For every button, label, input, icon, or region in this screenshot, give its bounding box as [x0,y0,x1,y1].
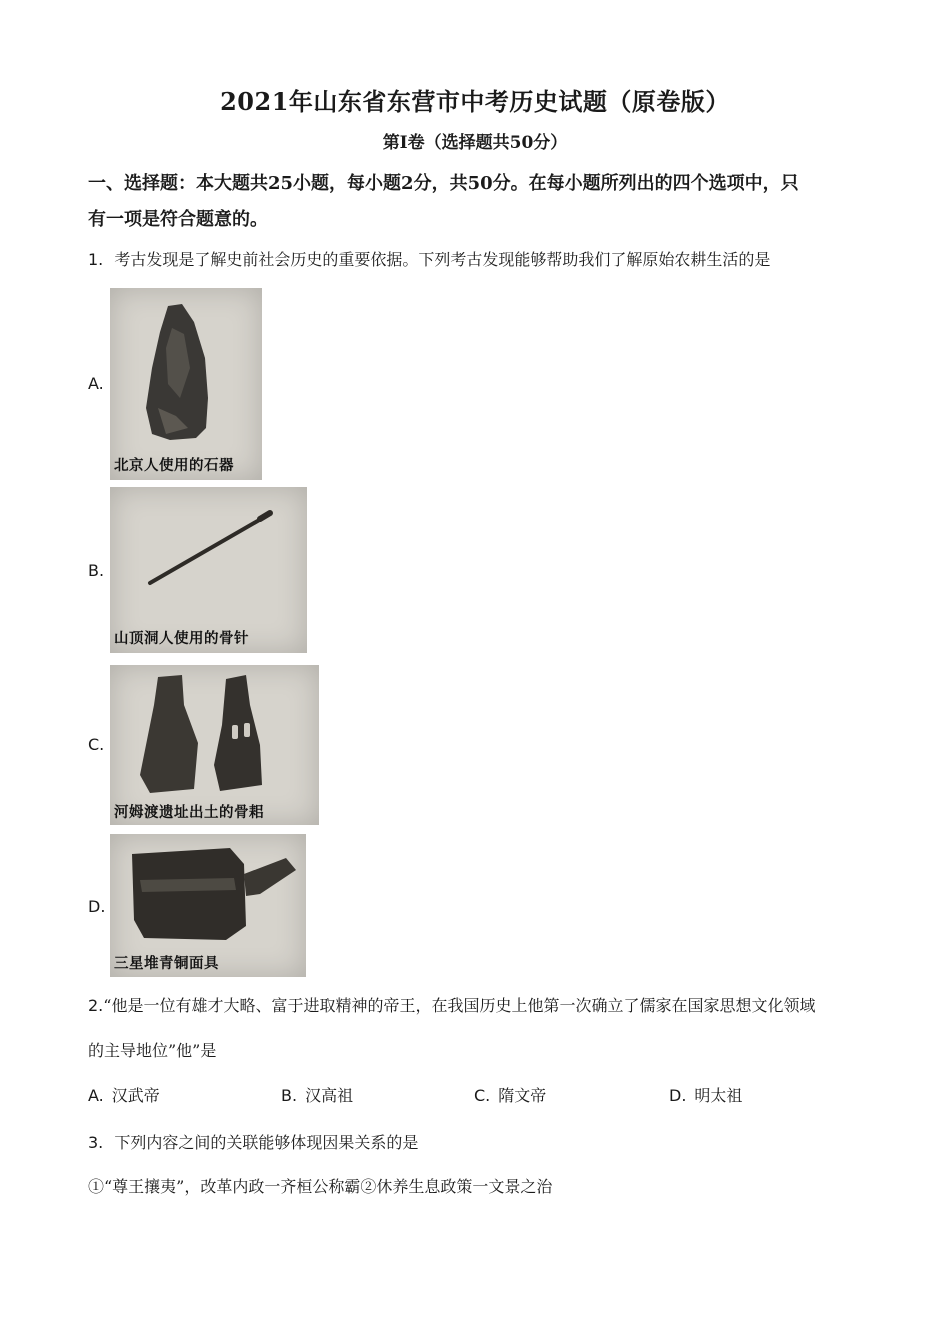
section-line-2: 有一项是符合题意的。 [88,209,268,230]
question-1 [88,249,888,271]
question-1-number: 1. [88,250,104,269]
page-title: 2021年山东省东营市中考历史试题（原卷版） [220,87,730,116]
choice-c-text: 隋文帝 [498,1086,547,1105]
question-3-text: 下列内容之间的关联能够体现因果关系的是 [114,1133,419,1152]
option-b-image [110,487,307,653]
option-a-image [110,288,262,480]
question-1-text: 考古发现是了解史前社会历史的重要依据。下列考古发现能够帮助我们了解原始农耕生活的是 [114,250,771,269]
question-2 [88,995,888,1017]
stone-tool-icon [110,288,262,480]
question-2-number: 2. [88,996,104,1015]
question-2-line-2: 的主导地位”他”是 [88,1041,217,1060]
option-d-label: D. [88,897,106,916]
choice-b-label: B. [281,1086,298,1105]
option-a-label: A. [88,374,104,393]
option-c-label: C. [88,735,105,754]
option-b-label: B. [88,561,105,580]
page-subtitle: 第Ⅰ卷（选择题共50分） [382,133,568,153]
choice-b-text: 汉高祖 [305,1086,354,1105]
question-3-number: 3. [88,1133,104,1152]
choice-d-text: 明太祖 [694,1086,743,1105]
option-b-caption: 山顶洞人使用的骨针 [114,631,249,647]
question-2-line-1: “他是一位有雄才大略、富于进取精神的帝王，在我国历史上他第一次确立了儒家在国家思想文化领域 [103,996,816,1015]
question-3 [88,1132,888,1154]
option-d-image [110,834,306,977]
choice-a-text: 汉武帝 [111,1086,160,1105]
option-a-caption: 北京人使用的石器 [114,458,234,474]
section-instructions [88,166,868,238]
section-line-1: 一、选择题：本大题共25小题，每小题2分，共50分。在每小题所列出的四个选项中，只 [88,173,799,194]
choice-b[interactable] [281,1083,353,1106]
option-d-caption: 三星堆青铜面具 [114,956,219,972]
option-c-image [110,665,319,825]
option-c-caption: 河姆渡遗址出土的骨耜 [114,805,264,821]
choice-d[interactable] [669,1083,742,1106]
choice-a-label: A. [88,1086,104,1105]
choice-c-label: C. [474,1086,491,1105]
choice-a[interactable] [88,1083,160,1106]
choice-d-label: D. [669,1086,687,1105]
question-3-line-2: ①“尊王攘夷”，改革内政一齐桓公称霸②休养生息政策一文景之治 [88,1177,553,1196]
choice-c[interactable] [474,1083,546,1106]
